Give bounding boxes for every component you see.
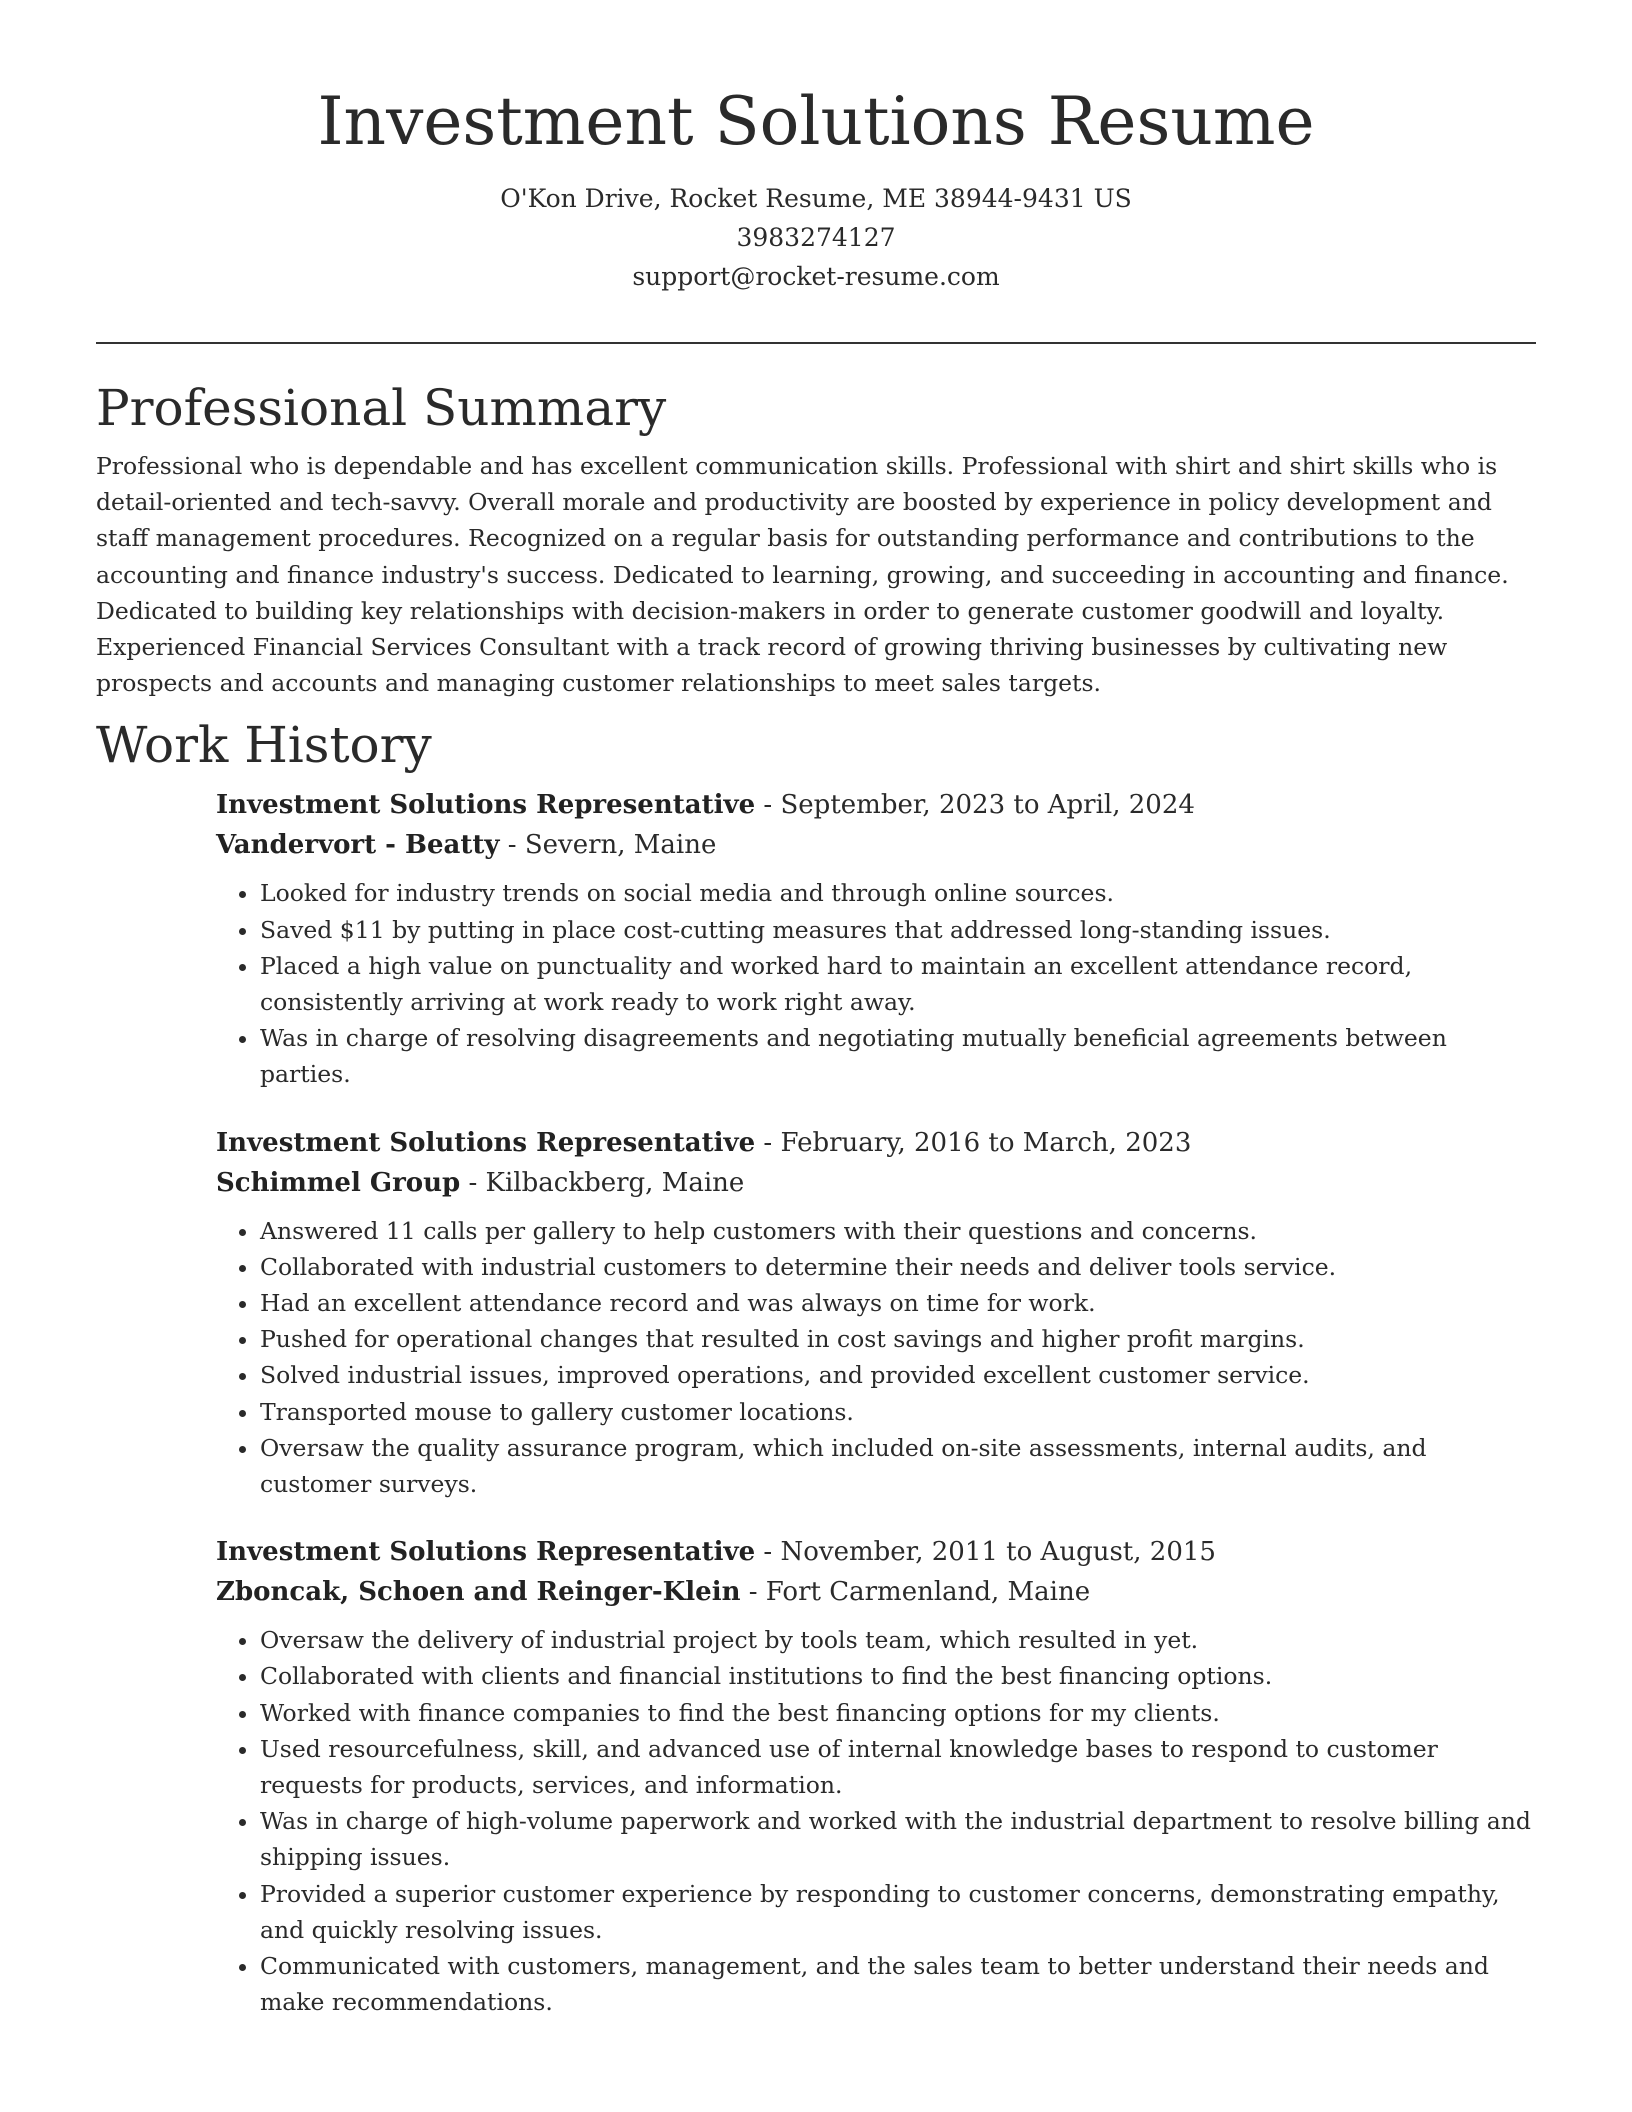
summary-heading: Professional Summary (96, 379, 667, 437)
resume-content (96, 378, 1536, 2021)
separator: - (755, 1127, 781, 1158)
duty-item: • Looked for industry trends on social media and through online sources. (260, 875, 1536, 911)
job-company: Schimmel Group (216, 1167, 461, 1198)
duty-item: • Worked with finance companies to find the best financing options for my clients. (260, 1695, 1536, 1731)
job-company-line (216, 825, 1536, 865)
duty-item: • Pushed for operational changes that resulted in cost savings and higher profit margins. (260, 1321, 1536, 1357)
job-dates: November, 2011 to August, 2015 (780, 1537, 1216, 1568)
duty-item: • Oversaw the quality assurance program, which included on-site assessments, internal audits, and customer surveys. (260, 1430, 1536, 1502)
summary-text: Professional who is dependable and has excellent communication skills. Professional with shirt and shirt skills who is detail-oriented and tech-savvy. Overall morale and productivity are boosted by experience in policy development and staff management procedures. Recognized on a regular basis for outstanding performance and contributions to the accounting and finance industry's success. Dedicated to learning, growing, and succeeding in accounting and finance. Dedicated to building key relationships with decision-makers in order to generate customer goodwill and loyalty. Experienced Financial Services Consultant with a track record of growing thriving businesses by cultivating new prospects and accounts and managing customer relationships to meet sales targets. (96, 452, 1509, 698)
duty-item: • Had an excellent attendance record and was always on time for work. (260, 1285, 1536, 1321)
job-company-line (216, 1572, 1536, 1612)
duty-item: • Transported mouse to gallery customer locations. (260, 1394, 1536, 1430)
job-title-line (216, 1123, 1536, 1163)
job-dates: September, 2023 to April, 2024 (780, 790, 1195, 821)
job-title-line (216, 1532, 1536, 1572)
separator: - (460, 1167, 486, 1198)
job-dates: February, 2016 to March, 2023 (780, 1127, 1192, 1158)
job-location: Fort Carmenland, Maine (765, 1577, 1091, 1608)
duties-list (216, 1213, 1536, 1503)
duty-item: • Was in charge of resolving disagreements and negotiating mutually beneficial agreements between parties. (260, 1020, 1536, 1092)
duty-item: • Collaborated with industrial customers to determine their needs and deliver tools service. (260, 1249, 1536, 1285)
job-company: Zboncak, Schoen and Reinger-Klein (216, 1577, 741, 1608)
contact-phone: 3983274127 (736, 223, 896, 253)
work-history-section (96, 715, 1536, 2020)
duty-item: • Used resourcefulness, skill, and advanced use of internal knowledge bases to respond to customer requests for products, services, and information. (260, 1731, 1536, 1803)
separator: - (755, 790, 781, 821)
summary-section (96, 378, 1536, 701)
duty-item: • Was in charge of high-volume paperwork and worked with the industrial department to resolve billing and shipping issues. (260, 1803, 1536, 1875)
job-location: Severn, Maine (524, 830, 717, 861)
job-entry (216, 1532, 1536, 2020)
separator: - (755, 1537, 781, 1568)
separator: - (499, 830, 525, 861)
job-title-line (216, 785, 1536, 825)
work-history-heading: Work History (96, 716, 432, 775)
contact-address: O'Kon Drive, Rocket Resume, ME 38944-9431 US (500, 184, 1132, 214)
job-title: Investment Solutions Representative (216, 1537, 756, 1568)
job-company-line (216, 1163, 1536, 1203)
job-location: Kilbackberg, Maine (485, 1167, 745, 1198)
resume-header (96, 82, 1536, 296)
job-entry (216, 785, 1536, 1092)
contact-email: support@rocket-resume.com (632, 262, 1000, 292)
duty-item: • Provided a superior customer experience by responding to customer concerns, demonstrating empathy, and quickly resolving issues. (260, 1876, 1536, 1948)
duty-item: • Collaborated with clients and financial institutions to find the best financing options. (260, 1658, 1536, 1694)
duty-item: • Answered 11 calls per gallery to help customers with their questions and concerns. (260, 1213, 1536, 1249)
job-company: Vandervort - Beatty (216, 830, 500, 861)
duty-item: • Placed a high value on punctuality and worked hard to maintain an excellent attendance record, consistently arriving at work ready to work right away. (260, 948, 1536, 1020)
duties-list (216, 875, 1536, 1092)
duty-item: • Saved $11 by putting in place cost-cutting measures that addressed long-standing issues. (260, 912, 1536, 948)
duty-item: • Oversaw the delivery of industrial project by tools team, which resulted in yet. (260, 1622, 1536, 1658)
duty-item: • Communicated with customers, management, and the sales team to better understand their needs and make recommendations. (260, 1948, 1536, 2020)
duties-list (216, 1622, 1536, 2020)
header-divider (96, 342, 1536, 344)
duty-item: • Solved industrial issues, improved operations, and provided excellent customer service. (260, 1357, 1536, 1393)
resume-title: Investment Solutions Resume (317, 83, 1315, 160)
separator: - (740, 1577, 766, 1608)
job-title: Investment Solutions Representative (216, 1127, 756, 1158)
job-entry (216, 1123, 1536, 1503)
job-title: Investment Solutions Representative (216, 790, 756, 821)
